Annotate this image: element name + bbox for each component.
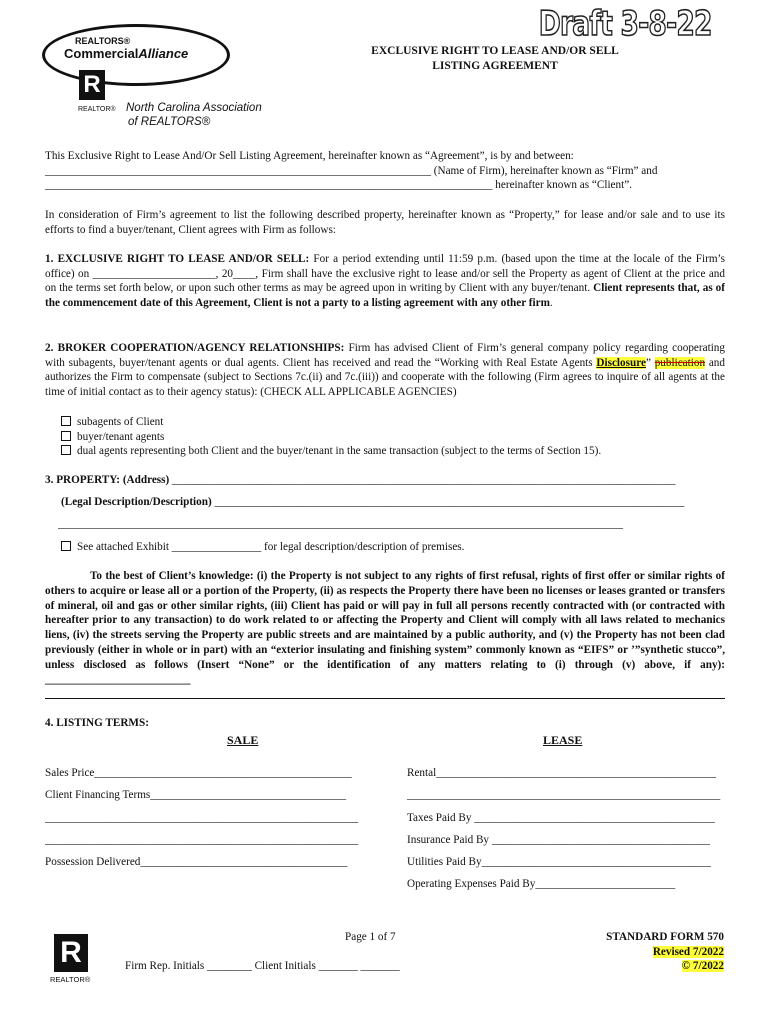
exhibit-field[interactable]: See attached Exhibit ________________ — [77, 541, 262, 553]
operating-expenses-field[interactable]: Operating Expenses Paid By_________________________ — [407, 878, 676, 891]
agency-options — [61, 415, 725, 459]
lease-blank-field[interactable]: ________________________________________________________ — [407, 789, 721, 802]
checkbox-icon[interactable] — [61, 416, 71, 426]
client-name-field[interactable]: ________________________________________________________________________________ — [45, 179, 493, 192]
option-dual-agents[interactable] — [61, 444, 725, 459]
option-label: dual agents representing both Client and the buyer/tenant in the same transaction (subject to the terms of Section 15). — [77, 445, 602, 458]
checkbox-icon[interactable] — [61, 541, 71, 551]
section-1-text: For a period extending until 11:59 p.m. (based upon the time at the locale of the Firm’s office) on ______________________, 20____, Firm shall have the exclusive right to lease and/or sell the Property as agent of Client at the price and on the terms set forth below, or upon such other terms as may be agreed upon in writing by Client with any buyer/tenant. — [45, 253, 726, 295]
logo-assoc-line2: of REALTORS® — [128, 116, 211, 128]
option-label: buyer/tenant agents — [77, 430, 165, 443]
consideration-paragraph: In consideration of Firm’s agreement to list the following described property, hereinafter known as “Property,” for lease and/or sale and to use its efforts to find a buyer/tenant, Client agrees with Firm as follows: — [45, 209, 725, 236]
taxes-paid-field[interactable]: Taxes Paid By ___________________________________________ — [407, 811, 715, 824]
footer-realtor-mark: REALTOR® — [50, 975, 91, 984]
checkbox-icon[interactable] — [61, 431, 71, 441]
section-3-heading: 3. PROPERTY: (Address) — [45, 474, 170, 486]
option-label: subagents of Client — [77, 416, 164, 428]
page-number: Page 1 of 7 — [345, 931, 396, 943]
option-buyer-tenant[interactable] — [61, 430, 725, 445]
sales-price-field[interactable]: Sales Price______________________________________________ — [45, 767, 352, 779]
possession-delivered-field[interactable]: Possession Delivered_____________________________________ — [45, 856, 348, 869]
sale-blank-field[interactable]: ________________________________________________________ — [45, 833, 359, 846]
realtor-r-icon: R — [79, 70, 105, 100]
knowledge-paragraph — [45, 569, 725, 687]
checkbox-icon[interactable] — [61, 445, 71, 455]
firm-name-field[interactable]: _____________________________________________________________________ — [45, 164, 431, 177]
knowledge-field[interactable]: __________________________ — [45, 673, 191, 686]
intro-line1: This Exclusive Right to Lease And/Or Sell Listing Agreement, hereinafter known as “Agreement”, is by and between: — [45, 150, 574, 162]
publication-struck: publication — [654, 356, 706, 369]
lease-terms — [407, 762, 725, 896]
title-line1: EXCLUSIVE RIGHT TO LEASE AND/OR SELL — [371, 45, 619, 57]
intro-line2-text: (Name of Firm), hereinafter known as “Firm” and — [430, 164, 658, 177]
section-2-quote: ” — [645, 356, 655, 369]
legal-description-field[interactable]: ____________________________________________________________________________________ — [211, 496, 685, 508]
legal-description-extra-field[interactable]: _____________________________________________________________________________________________________ — [58, 518, 623, 530]
utilities-paid-field[interactable]: Utilities Paid By_________________________________________ — [407, 856, 711, 869]
logo-assoc-line1: North Carolina Association — [126, 102, 262, 114]
section-2-text-a: Firm has advised Client of Firm’s general company policy regarding cooperating with subagents, buyer/tenant agents or dual agents. Client has received and read the “Working with Real Estate Agents — [45, 342, 725, 369]
initials-line[interactable]: Firm Rep. Initials ________ Client Initials _______ _______ — [125, 960, 400, 972]
legal-description-label: (Legal Description/Description) — [61, 496, 212, 508]
intro — [45, 149, 725, 193]
section-1-heading: 1. EXCLUSIVE RIGHT TO LEASE AND/OR SELL: — [45, 253, 310, 265]
insurance-paid-field[interactable]: Insurance Paid By _______________________________________ — [407, 833, 710, 846]
section-2-text-b: and authorizes the Firm to compensate (subject to Sections 7c.(ii) and 7c.(iii)) and cooperate with the following (Firm agrees to inquire of all agents at the time of initial contact as to their agency status): (CHECK ALL APPLICABLE AGENCIES) — [45, 356, 725, 398]
sale-blank-field[interactable]: ________________________________________________________ — [45, 811, 359, 824]
title-line2: LISTING AGREEMENT — [432, 60, 558, 72]
disclosure-word: Disclosure — [596, 356, 646, 369]
divider — [45, 698, 725, 699]
copyright-label: © 7/2022 — [681, 960, 724, 972]
section-1-bold: Client represents that, as of the commencement date of this Agreement, Client is not a party to a listing agreement with any other firm — [45, 282, 725, 309]
standard-form-label: STANDARD FORM 570 — [606, 931, 724, 943]
lease-heading: LEASE — [543, 733, 583, 747]
rental-field[interactable]: Rental__________________________________________________ — [407, 767, 716, 779]
option-subagents[interactable] — [61, 415, 725, 430]
section-2 — [45, 341, 725, 399]
footer-realtor-r-icon: R — [54, 934, 88, 972]
client-financing-field[interactable]: Client Financing Terms___________________________________ — [45, 789, 347, 802]
address-field[interactable]: __________________________________________________________________________________________ — [169, 474, 676, 486]
page-title — [330, 44, 660, 74]
legal-description-row — [61, 495, 725, 510]
section-1 — [45, 252, 725, 310]
section-4-heading: 4. LISTING TERMS: — [45, 717, 149, 729]
exhibit-text: for legal description/description of premises. — [261, 541, 465, 553]
revised-label: Revised 7/2022 — [652, 945, 724, 958]
section-2-heading: 2. BROKER COOPERATION/AGENCY RELATIONSHIPS: — [45, 342, 345, 354]
logo-wordmark — [64, 46, 188, 61]
logo-realtors-small: REALTORS® — [75, 36, 131, 46]
draft-stamp: Draft 3-8-22 — [539, 4, 712, 44]
logo — [42, 22, 282, 132]
logo-realtor-mark: REALTOR® — [78, 106, 116, 113]
property-address-row — [45, 473, 725, 488]
knowledge-text: To the best of Client’s knowledge: (i) the Property is not subject to any rights of first refusal, rights of first offer or similar rights of others to acquire or lease all or a portion of the Property, (ii) as respects the Property there have been no licenses or leases granted or transfers of mineral, oil and gas or other similar rights, (iii) Client has paid or will pay in full all persons recently contracted with (or contracted with hereafter prior to any transaction) to do work related to or affecting the Property and Client will comply with all laws related to mechanics liens, (iv) the streets serving the Property are public streets and are maintained by a public authority, and (v) the Property has not been clad previously (either in whole or in part) with an “exterior insulating and finishing system” commonly known as “EIFS” or ’”synthetic stucco”, unless disclosed as follows (Insert “None” or the identification of any matters relating to (i) through (v) above, if any): — [45, 570, 725, 671]
logo-alliance: Alliance — [138, 46, 189, 61]
sale-heading: SALE — [227, 733, 259, 747]
exhibit-row — [61, 540, 464, 555]
sale-terms — [45, 762, 397, 873]
intro-line3-text: hereinafter known as “Client”. — [492, 179, 632, 192]
form-info — [606, 930, 724, 974]
section-1-end: . — [549, 296, 553, 309]
logo-commercial: Commercial — [64, 46, 139, 61]
